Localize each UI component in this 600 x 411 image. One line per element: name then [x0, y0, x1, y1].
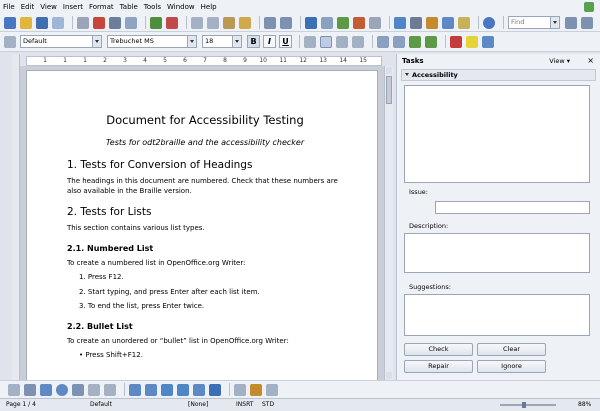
vertical-ruler: [12, 54, 20, 380]
menu-view[interactable]: View: [40, 3, 57, 11]
basic-shapes-icon[interactable]: [129, 384, 141, 396]
heading-headings: 1. Tests for Conversion of Headings: [67, 159, 253, 171]
insert-mode[interactable]: INSRT: [236, 401, 254, 408]
menu-bar: [0, 0, 600, 14]
menu-window[interactable]: Window: [167, 3, 195, 11]
menu-table[interactable]: Table: [119, 3, 138, 11]
extrusion-icon[interactable]: [266, 384, 278, 396]
accessibility-checker-icon[interactable]: [442, 17, 454, 29]
formatting-marks-icon[interactable]: [426, 17, 438, 29]
menu-insert[interactable]: Insert: [62, 3, 83, 11]
list-item: 2. Start typing, and press Enter after each list item.: [79, 287, 260, 296]
standard-toolbar: [0, 14, 600, 32]
open-folder-icon[interactable]: [20, 17, 32, 29]
scroll-thumb[interactable]: [386, 76, 392, 104]
page-indicator[interactable]: Page 1 / 4: [6, 401, 36, 408]
menu-file[interactable]: File: [3, 3, 15, 11]
numbering-icon[interactable]: [377, 36, 389, 48]
navigator-icon[interactable]: [369, 17, 381, 29]
update-icon[interactable]: [584, 2, 594, 12]
paragraph-headings: The headings in this document are numbered. Check that these numbers are also available in the Braille version.: [67, 177, 338, 195]
bullets-icon[interactable]: [393, 36, 405, 48]
print-preview-icon[interactable]: [125, 17, 137, 29]
ignore-button[interactable]: Ignore: [477, 360, 546, 373]
align-left-icon[interactable]: [304, 36, 316, 48]
new-document-icon[interactable]: [4, 17, 16, 29]
spellcheck-icon[interactable]: [150, 17, 162, 29]
stars-icon[interactable]: [209, 384, 221, 396]
clear-button[interactable]: Clear: [477, 343, 546, 356]
autospellcheck-icon[interactable]: [166, 17, 178, 29]
rectangle-icon[interactable]: [40, 384, 52, 396]
font-name-select[interactable]: Trebuchet MS: [107, 35, 197, 48]
list-item: 1. Press F12.: [79, 273, 124, 281]
suggestions-field[interactable]: [404, 294, 590, 336]
styles-formatting-icon[interactable]: [4, 36, 16, 48]
undo-icon[interactable]: [264, 17, 276, 29]
suggestions-label: Suggestions:: [409, 283, 451, 291]
gallery-icon[interactable]: [394, 17, 406, 29]
paragraph-bullet: To create an unordered or “bullet” list in OpenOffice.org Writer:: [67, 336, 289, 345]
bold-button[interactable]: B: [247, 35, 260, 48]
export-pdf-icon[interactable]: [93, 17, 105, 29]
document-page[interactable]: [26, 70, 378, 380]
panel-view-menu[interactable]: View ▾: [549, 57, 570, 65]
repair-button[interactable]: Repair: [404, 360, 473, 373]
decrease-indent-icon[interactable]: [409, 36, 421, 48]
block-arrows-icon[interactable]: [161, 384, 173, 396]
description-label: Description:: [409, 222, 449, 230]
edit-file-icon[interactable]: [77, 17, 89, 29]
ellipse-icon[interactable]: [56, 384, 68, 396]
email-icon[interactable]: [52, 17, 64, 29]
background-color-icon[interactable]: [482, 36, 494, 48]
paragraph-lists: This section contains various list types.: [67, 224, 205, 232]
align-center-icon[interactable]: [320, 36, 332, 48]
callout-icon[interactable]: [104, 384, 116, 396]
zoom-level[interactable]: 88%: [578, 401, 592, 408]
flowchart-icon[interactable]: [177, 384, 189, 396]
formatting-toolbar: [0, 32, 600, 52]
hyperlink-icon[interactable]: [305, 17, 317, 29]
fontwork-icon[interactable]: [250, 384, 262, 396]
page-style[interactable]: Default: [90, 401, 112, 408]
panel-close-icon[interactable]: ×: [587, 56, 594, 65]
table-icon[interactable]: [321, 17, 333, 29]
check-button[interactable]: Check: [404, 343, 473, 356]
scroll-up-icon[interactable]: [386, 67, 392, 74]
print-icon[interactable]: [109, 17, 121, 29]
points-icon[interactable]: [234, 384, 246, 396]
status-bar: [0, 398, 600, 411]
menu-tools[interactable]: Tools: [143, 3, 162, 11]
font-color-icon[interactable]: [450, 36, 462, 48]
select-arrow-icon[interactable]: [8, 384, 20, 396]
insert-image-icon[interactable]: [337, 17, 349, 29]
clone-formatting-icon[interactable]: [239, 17, 251, 29]
list-item: 3. To end the list, press Enter twice.: [79, 302, 205, 310]
line-icon[interactable]: [24, 384, 36, 396]
issues-list[interactable]: [404, 85, 590, 183]
font-size-select[interactable]: 18: [202, 35, 242, 48]
paragraph-numbered: To create a numbered list in OpenOffice.org Writer:: [67, 258, 246, 267]
copy-icon[interactable]: [207, 17, 219, 29]
accessibility-section[interactable]: Accessibility: [401, 69, 596, 81]
cut-icon[interactable]: [191, 17, 203, 29]
zoom-slider-knob[interactable]: [522, 402, 526, 408]
heading-lists: 2. Tests for Lists: [67, 206, 152, 218]
increase-indent-icon[interactable]: [425, 36, 437, 48]
redo-icon[interactable]: [280, 17, 292, 29]
language-indicator[interactable]: [None]: [188, 401, 209, 408]
data-sources-icon[interactable]: [410, 17, 422, 29]
drawing-toolbar: [0, 380, 600, 398]
menu-help[interactable]: Help: [200, 3, 217, 11]
paste-icon[interactable]: [223, 17, 235, 29]
tasks-panel: [396, 54, 600, 380]
chart-icon[interactable]: [353, 17, 365, 29]
paragraph-style-select[interactable]: Default: [20, 35, 102, 48]
document-subtitle: Tests for odt2braille and the accessibility checker: [105, 138, 305, 147]
horizontal-ruler[interactable]: 1 1 1 2 3 4 5 6 7 8 9 10 11 12 13 14 15: [26, 56, 382, 66]
selection-mode[interactable]: STD: [262, 401, 275, 408]
list-item: • Press Shift+F12.: [79, 351, 143, 359]
save-icon[interactable]: [36, 17, 48, 29]
issue-field[interactable]: [435, 201, 590, 214]
highlighting-icon[interactable]: [466, 36, 478, 48]
polygon-icon[interactable]: [72, 384, 84, 396]
issue-label: Issue:: [409, 188, 428, 196]
symbol-shapes-icon[interactable]: [145, 384, 157, 396]
document-scrollbar[interactable]: [384, 66, 393, 380]
heading-bullet-list: 2.2. Bullet List: [67, 321, 133, 331]
document-area: [20, 66, 384, 380]
menu-format[interactable]: Format: [88, 3, 114, 11]
zoom-icon[interactable]: [458, 17, 470, 29]
scroll-down-icon[interactable]: [386, 372, 392, 379]
menu-edit[interactable]: Edit: [20, 3, 35, 11]
help-icon[interactable]: [483, 17, 495, 29]
zoom-slider[interactable]: [500, 404, 556, 406]
description-field[interactable]: [404, 233, 590, 273]
document-title: Document for Accessibility Testing: [106, 113, 304, 127]
heading-numbered-list: 2.1. Numbered List: [67, 243, 154, 253]
find-next-icon[interactable]: [581, 17, 593, 29]
panel-header: [397, 54, 600, 68]
text-icon[interactable]: [88, 384, 100, 396]
italic-button[interactable]: I: [263, 35, 276, 48]
underline-button[interactable]: U: [279, 35, 292, 48]
justify-icon[interactable]: [352, 36, 364, 48]
find-previous-icon[interactable]: [565, 17, 577, 29]
callouts-icon[interactable]: [193, 384, 205, 396]
find-input[interactable]: Find: [508, 16, 560, 29]
panel-title: Tasks: [402, 57, 424, 65]
align-right-icon[interactable]: [336, 36, 348, 48]
